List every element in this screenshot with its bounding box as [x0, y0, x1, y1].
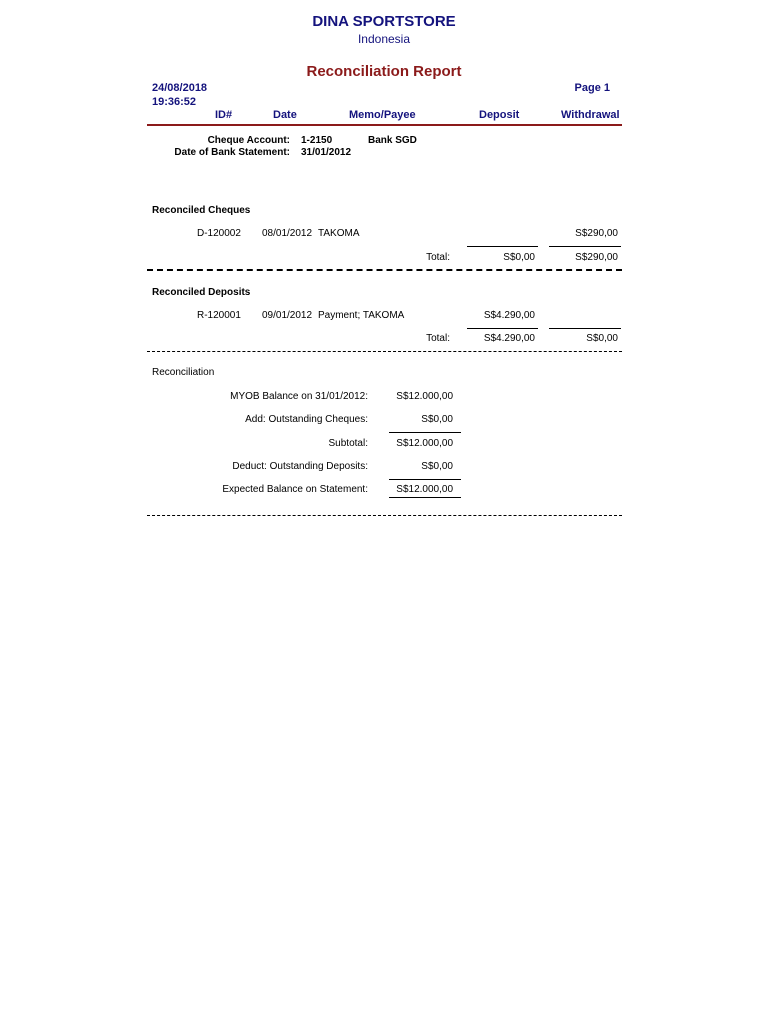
deposits-total-withdrawal: S$0,00 [586, 333, 618, 344]
deposits-total-label: Total: [426, 333, 450, 344]
cheques-total-withdrawal: S$290,00 [575, 252, 618, 263]
column-header-deposit: Deposit [479, 109, 520, 121]
company-name: DINA SPORTSTORE [312, 13, 456, 30]
section-divider [147, 269, 622, 271]
reconciliation-heading: Reconciliation [152, 367, 215, 378]
reconciliation-label: MYOB Balance on 31/01/2012: [230, 391, 368, 402]
row-memo: Payment; TAKOMA [318, 310, 405, 321]
report-date: 24/08/2018 [152, 82, 208, 94]
column-header-id: ID# [215, 109, 233, 121]
reconciliation-value: S$0,00 [421, 461, 453, 472]
section-divider [147, 515, 622, 516]
expected-balance-bottom-line [389, 497, 461, 498]
withdrawal-sum-line [549, 328, 621, 329]
row-id: R-120001 [197, 310, 241, 321]
cheque-account-label: Cheque Account: [207, 135, 290, 146]
reconciliation-value: S$12.000,00 [396, 391, 453, 402]
cheques-total-deposit: S$0,00 [503, 252, 535, 263]
reconciliation-value: S$0,00 [421, 414, 453, 425]
reconciled-cheques-heading: Reconciled Cheques [152, 205, 251, 216]
reconciliation-label: Deduct: Outstanding Deposits: [232, 461, 368, 472]
expected-balance-top-line [389, 479, 461, 480]
reconciliation-label: Add: Outstanding Cheques: [245, 414, 368, 425]
reconciliation-label: Subtotal: [328, 438, 368, 449]
row-id: D-120002 [197, 228, 241, 239]
statement-date-value: 31/01/2012 [301, 147, 352, 158]
header-rule [147, 124, 622, 126]
cheques-total-label: Total: [426, 252, 450, 263]
cheque-account-value: 1-2150 [301, 135, 333, 146]
withdrawal-sum-line [549, 246, 621, 247]
column-header-withdrawal: Withdrawal [561, 109, 620, 121]
reconciliation-value: S$12.000,00 [396, 438, 453, 449]
subtotal-line [389, 432, 461, 433]
row-date: 08/01/2012 [262, 228, 313, 239]
deposits-total-deposit: S$4.290,00 [483, 333, 535, 344]
deposit-sum-line [467, 246, 538, 247]
company-country: Indonesia [357, 32, 411, 46]
row-deposit: S$4.290,00 [483, 310, 535, 321]
report-time: 19:36:52 [152, 96, 197, 108]
report-title: Reconciliation Report [306, 63, 462, 80]
reconciliation-value: S$12.000,00 [396, 484, 453, 495]
column-header-memo: Memo/Payee [349, 109, 416, 121]
page-number: Page 1 [574, 82, 610, 94]
row-date: 09/01/2012 [262, 310, 313, 321]
statement-date-label: Date of Bank Statement: [174, 147, 290, 158]
reconciliation-label: Expected Balance on Statement: [222, 484, 368, 495]
row-memo: TAKOMA [318, 228, 360, 239]
deposit-sum-line [467, 328, 538, 329]
cheque-account-name: Bank SGD [368, 135, 417, 146]
section-divider [147, 351, 622, 352]
reconciled-deposits-heading: Reconciled Deposits [152, 287, 251, 298]
column-header-date: Date [273, 109, 297, 121]
row-withdrawal: S$290,00 [575, 228, 618, 239]
